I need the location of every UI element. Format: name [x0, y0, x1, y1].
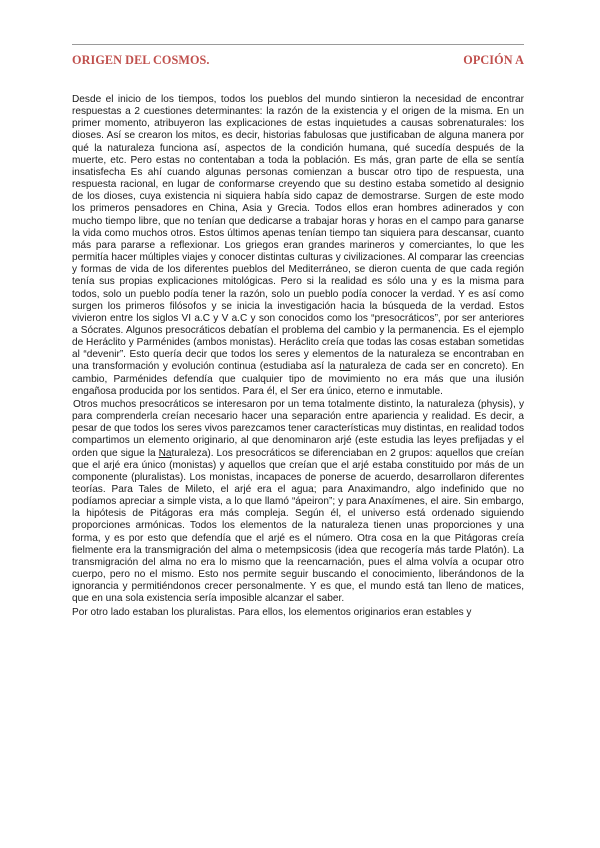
- paragraph-2-text-a: Otros muchos presocráticos se interesaron por un tema totalmente distinto, la naturaleza (physis), y para comprenderla creían necesario hacer una separación entre apariencia y realidad. Es decir, a pesar de que todos los seres vivos parezcamos tener características muy distintas, en realidad todos compartimos un elemento originario, al que denominaron arjé (este estudia las leyes prefijadas y el orden que sigue la: [72, 398, 524, 459]
- paragraph-1-text-a: Desde el inicio de los tiempos, todos los pueblos del mundo sintieron la necesidad de encontrar respuestas a 2 cuestiones determinantes: la razón de la existencia y el origen de la misma. En un primer momento, atribuyeron las explicaciones de estas inquietudes a causas sobrenaturales: los dioses. Así se crearon los mitos, es decir, historias fabulosas que justificaban de alguna manera por qué la naturaleza funciona así, aspectos de la condición humana, qué sucedía después de la muerte, etc. Pero estas no contentaban a toda la población. Es más, gran parte de ella se sentía insatisfecha Es ahí cuando algunas personas comienzan a buscar otro tipo de respuesta, una respuesta racional, en lugar de conformarse creyendo que su destino estaba sometido al designio de los dioses, cuya existencia ni siquiera había sido capaz de demostrarse. Surgen de este modo los primeros pensadores en China, Asia y Grecia. Todos ellos eran hombres adinerados y con mucho tiempo libre, que no tenían que dedicarse a trabajar horas y horas en el campo para ganarse la vida como muchos otros. Estos últimos apenas tenían tiempo tan siquiera para descansar, cuanto más para pararse a reflexionar. Los griegos eran grandes marineros y comerciantes, lo que les permitía hacer múltiples viajes y conocer distintas culturas y civilizaciones. Al comparar las creencias y formas de vida de los diferentes pueblos del Mediterráneo, se dieron cuenta de que cada región tenía sus propias explicaciones mitológicas. Pero si la realidad es sólo una y es la misma para todos, solo un pueblo podía tener la razón, solo un pueblo podía conocer la verdad. Y es así como surgen los primeros filósofos y se inicia la investigación hacia la búsqueda de la verdad. Estos vivieron entre los siglos VI a.C y V a.C y son conocidos como los “presocráticos”, por ser anteriores a Sócrates. Algunos presocráticos debatían el problema del cambio y la permanencia. Es el ejemplo de Heráclito y Parménides (ambos monistas). Heráclito creía que todas las cosas estaban sometidas al “devenir”. Esto quería decir que todos los seres y elementos de la naturaleza se encontraban en una transformación y evolución continua (estudiaba así la: [72, 94, 524, 373]
- document-body: [72, 94, 524, 619]
- paragraph-1-underlined: na: [339, 361, 351, 373]
- paragraph-2-underlined: Na: [158, 447, 172, 459]
- paragraph-3: Por otro lado estaban los pluralistas. Para ellos, los elementos originarios eran estables y: [72, 606, 472, 618]
- paragraph-1: [72, 94, 524, 398]
- document-title: ORIGEN DEL COSMOS.: [72, 53, 210, 67]
- header-rule: [72, 44, 524, 45]
- page-header: [72, 53, 524, 68]
- paragraph-1-text-b: turaleza de cada ser en concreto). En cambio, Parménides defendía que cualquier tipo de movimiento no era más que una ilusión engañosa producida por los sentidos. Para él, el Ser era único, eterno e inmutable.: [72, 361, 524, 397]
- paragraph-2-text-b: turaleza). Los presocráticos se diferenciaban en 2 grupos: aquellos que creían que el arjé era único (monistas) y aquellos que creían que el arjé estaba constituido por más de un componente (pluralistas). Los monistas, incapaces de ponerse de acuerdo, desarrollaron diferentes teorías. Para Tales de Mileto, el arjé era el agua; para Anaximandro, algo indefinido que no podíamos apreciar a simple vista, a lo que llamó “ápeiron”; y para Anaxímenes, el aire. Sin embargo, la hipótesis de Pitágoras era más compleja. Según él, el universo está ordenado siguiendo proporciones armónicas. Todos los elementos de la naturaleza tienen unas proporciones y una forma, y es por esto que defendía que el arjé es el número. Otra cosa en la que Pitágoras creía fielmente era la transmigración del alma o metempsicosis (idea que recogería más tarde Platón). La transmigración del alma no era lo mismo que la reencarnación, pues el alma volvía a ocupar otro cuerpo, pero no el mismo. Esto nos permite seguir buscando el conocimiento, liberándonos de la ignorancia y permitiéndonos crecer personalmente. Y es que, el mundo está tan lleno de matices, que en una sola existencia sería imposible alcanzar el saber.: [72, 447, 524, 605]
- option-label: OPCIÓN A: [463, 53, 524, 67]
- paragraph-2: [72, 399, 524, 606]
